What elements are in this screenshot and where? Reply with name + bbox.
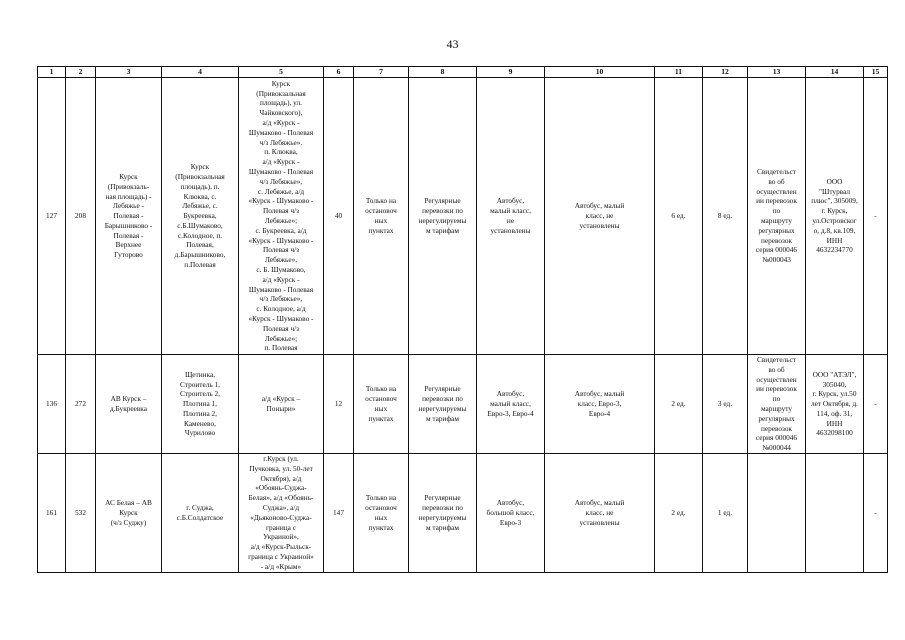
cell-line: Лебяжье», [264, 255, 298, 265]
cell-line: маршруту [760, 404, 792, 413]
column-header: 6 [324, 67, 354, 78]
cell-line: Белая», а/д «Обоянь- [248, 493, 314, 503]
cell-line: Только на [365, 384, 397, 394]
cell-line: установлены [579, 220, 620, 230]
cell-line: нерегулируемы [418, 404, 467, 413]
table-cell [354, 454, 409, 573]
table-cell: - [864, 78, 888, 355]
cell-line: Евро-3 [499, 517, 522, 527]
cell-line: перевозок [760, 235, 793, 245]
cell-line: Автобус, малый [574, 389, 625, 399]
cell-line: с. Букреевка, а/д [255, 225, 307, 235]
cell-line: ч/з Лебяжье». [259, 137, 303, 147]
cell-line: м тарифам [425, 522, 460, 532]
table-cell [409, 78, 477, 355]
cell-line: АС Белая – АВ [105, 498, 152, 508]
table-cell [239, 355, 324, 454]
table-cell: 136 [38, 355, 66, 454]
cell-line: а/д «Курск - [262, 157, 300, 167]
cell-line: а/д «Курск-Рыльск- [250, 542, 312, 552]
cell-line: п. Полевая [264, 343, 298, 353]
cell-line: Курск [271, 78, 291, 88]
table-cell [96, 355, 162, 454]
cell-line: плюс", 305009, [811, 196, 858, 206]
cell-line: Шумаково - Полевая [248, 127, 314, 137]
cell-line: Строитель 2, [180, 389, 220, 399]
cell-line: ч/з Лебяжье», [259, 176, 303, 186]
table-cell: 2 ед. [655, 454, 703, 573]
table-cell: 3 ед. [703, 355, 748, 454]
cell-line: класс, Евро-3, [577, 399, 622, 409]
cell-line: остановоч [365, 206, 397, 216]
column-header: 1 [38, 67, 66, 78]
table-cell: 161 [38, 454, 66, 573]
table-cell: 2 ед. [655, 355, 703, 454]
table-cell [96, 78, 162, 355]
cell-line: Лебяжье, с. [182, 201, 218, 211]
table-cell: 40 [324, 78, 354, 355]
cell-line: г. Курск, [821, 206, 848, 216]
cell-line: д.Букреевка [110, 404, 147, 413]
cell-line: д.Барышниково, [174, 250, 226, 260]
cell-line: нерегулируемы [418, 512, 467, 522]
cell-line: п.Полевая [184, 260, 216, 270]
cell-line: ИНН [826, 235, 843, 245]
column-header: 15 [864, 67, 888, 78]
table-cell: - [864, 355, 888, 454]
cell-line: ООО [826, 176, 843, 186]
cell-line: ИНН [826, 418, 843, 428]
cell-line: Евро-4 [588, 408, 611, 418]
cell-line: Автобус, малый [574, 201, 625, 211]
cell-line: Регулярные [424, 493, 461, 503]
column-header: 4 [162, 67, 239, 78]
cell-line: Регулярные [424, 384, 461, 394]
cell-line: Шумаково - Полевая [248, 167, 314, 177]
table-cell: 147 [324, 454, 354, 573]
table-cell [748, 78, 806, 355]
cell-line: (Привокзаль- [107, 181, 150, 191]
table-cell: 12 [324, 355, 354, 454]
cell-line: маршруту [760, 216, 792, 225]
table-cell: 127 [38, 78, 66, 355]
cell-line: Полевая - [113, 230, 144, 240]
cell-line: регулярных [758, 225, 795, 235]
cell-line: Лебяжье»; [264, 333, 298, 343]
cell-line: Полевая ч/з [262, 323, 300, 333]
column-header: 3 [96, 67, 162, 78]
cell-line: м тарифам [425, 413, 460, 423]
cell-line: Щетинка, [184, 369, 216, 379]
cell-line: Полевая, [186, 240, 214, 250]
cell-line: перевозок [760, 423, 793, 433]
cell-line: Свидетельст [757, 167, 796, 177]
cell-line: ч/з Лебяжье», [259, 294, 303, 304]
cell-line: №000044 [762, 443, 791, 453]
cell-line: площадь), п. [180, 181, 220, 191]
table-row [38, 78, 888, 355]
cell-line: класс, не [585, 211, 614, 221]
cell-line: установлены [490, 225, 531, 235]
cell-line: Свидетельст [757, 355, 796, 365]
cell-line: №000043 [762, 255, 791, 265]
cell-line: (Привокзальная [175, 171, 225, 181]
cell-line: граница с Украиной» [248, 551, 314, 561]
cell-line: «Обоянь-Суджа- [255, 483, 307, 493]
cell-line: осуществлен [756, 374, 797, 384]
table-cell [239, 78, 324, 355]
cell-line: малый класс, [490, 206, 531, 216]
cell-line: пунктах [368, 522, 394, 532]
cell-line: класс, не [585, 507, 614, 517]
table-cell [354, 355, 409, 454]
column-header: 14 [806, 67, 864, 78]
table-cell [162, 78, 239, 355]
cell-line: площадь), ул. [260, 98, 302, 108]
cell-line: АВ Курск – [110, 394, 147, 404]
cell-line: Октября), а/д [260, 473, 302, 483]
cell-line: Пучковка, ул. 50-лет [249, 463, 313, 473]
column-header: 5 [239, 67, 324, 78]
header-row [38, 67, 888, 78]
cell-line: «Курск - Шумаково - [248, 313, 314, 323]
cell-line: Чайковского), [259, 108, 303, 118]
cell-line: нерегулируемы [418, 216, 467, 225]
table-cell [477, 78, 545, 355]
table-cell [162, 454, 239, 573]
cell-line: с.Б.Солдатское [176, 512, 224, 522]
cell-line: перевозки по [422, 502, 463, 512]
table-cell [477, 355, 545, 454]
cell-line: Полевая ч/з [262, 245, 300, 255]
cell-line: с.Колодное, п. [177, 230, 223, 240]
cell-line: Курск [190, 162, 210, 172]
cell-line: Курск [119, 507, 138, 517]
cell-line: Только на [365, 493, 397, 503]
cell-line: «Курск - Шумаково - [248, 196, 314, 206]
table-cell: 272 [66, 355, 96, 454]
cell-line: а/д «Курск - [262, 118, 300, 128]
column-header: 8 [409, 67, 477, 78]
cell-line: с. Б. Шумаково, [256, 264, 306, 274]
table-cell [96, 454, 162, 573]
cell-line: Украиной», [263, 532, 299, 542]
cell-line: ии перевозок [756, 196, 797, 206]
cell-line: пунктах [368, 413, 394, 423]
cell-line: остановоч [365, 394, 397, 404]
cell-line: «Дьяконово-Суджа- [250, 512, 312, 522]
cell-line: перевозки по [422, 206, 463, 216]
cell-line: граница с [266, 522, 296, 532]
cell-line: Автобус, [496, 196, 525, 206]
page-number: 43 [446, 37, 459, 51]
column-header: 7 [354, 67, 409, 78]
cell-line: (Привокзальная [256, 88, 306, 98]
column-header: 2 [66, 67, 96, 78]
table-cell [748, 355, 806, 454]
column-header: 11 [655, 67, 703, 78]
cell-line: Суджа», а/д [262, 502, 300, 512]
cell-line: Автобус, [496, 498, 525, 508]
cell-line: ул.Островског [812, 216, 857, 225]
cell-line: Барышниково - [104, 220, 153, 230]
table-cell [545, 454, 655, 573]
table-cell [409, 454, 477, 573]
table-cell: 532 [66, 454, 96, 573]
table-cell [806, 355, 864, 454]
route-registry-table [37, 66, 888, 573]
cell-line: перевозки по [422, 394, 463, 404]
cell-line: Автобус, малый [574, 498, 625, 508]
table-cell [806, 454, 864, 573]
cell-line: Плотина 1, [183, 399, 217, 409]
cell-line: Шумаково - Полевая [248, 284, 314, 294]
table-row [38, 454, 888, 573]
cell-line: Лебяжье - [113, 201, 144, 211]
cell-line: пунктах [368, 225, 394, 235]
cell-line: с. Лебяжье, а/д [257, 186, 305, 196]
cell-line: ных [374, 216, 388, 225]
cell-line: не [506, 216, 515, 225]
cell-line: остановоч [365, 502, 397, 512]
cell-line: Букреевка, [183, 211, 217, 221]
cell-line: 4632234770 [816, 245, 853, 255]
cell-line: Строитель 1, [180, 379, 220, 389]
cell-line: Клюква, с. [183, 191, 217, 201]
cell-line: 114, оф. 31, [816, 408, 853, 418]
table-cell [409, 355, 477, 454]
cell-line: лет Октября, д. [811, 399, 858, 409]
column-header: 9 [477, 67, 545, 78]
cell-line: ная площадь) - [105, 191, 152, 201]
table-cell: - [864, 454, 888, 573]
cell-line: Евро-3, Евро-4 [487, 408, 534, 418]
cell-line: во об [768, 364, 785, 374]
table-cell [545, 355, 655, 454]
cell-line: осуществлен [756, 186, 797, 196]
cell-line: 305040, [822, 379, 847, 389]
cell-line: с. Колодное, а/д [256, 304, 306, 314]
table-cell [806, 78, 864, 355]
cell-line: малый класс, [490, 399, 531, 409]
table-cell [477, 454, 545, 573]
cell-line: во об [768, 176, 785, 186]
cell-line: Полевая - [113, 211, 144, 221]
table-cell [545, 78, 655, 355]
cell-line: регулярных [758, 413, 795, 423]
cell-line: по [772, 206, 781, 216]
cell-line: Полевая ч/з [262, 206, 300, 216]
cell-line: Только на [365, 196, 397, 206]
cell-line: серия 000046 [755, 245, 798, 255]
cell-line: «Курск - Шумаково - [248, 235, 314, 245]
table-cell [354, 78, 409, 355]
table-cell: 1 ед. [703, 454, 748, 573]
cell-line: Каменево, [184, 418, 216, 428]
cell-line: п. Клюква, [264, 147, 298, 157]
cell-line: 4632098100 [816, 428, 853, 438]
cell-line: Гуторово [114, 250, 143, 260]
cell-line: "Штурвал [818, 186, 851, 196]
cell-line: ии перевозок [756, 384, 797, 394]
cell-line: а/д «Курск - [262, 274, 300, 284]
cell-line: Лебяжье»; [264, 216, 298, 225]
cell-line: (ч/з Суджу) [110, 517, 147, 527]
cell-line: ных [374, 512, 388, 522]
cell-line: Автобус, [496, 389, 525, 399]
table-cell: 6 ед. [655, 78, 703, 355]
cell-line: Чурилово [184, 428, 216, 438]
cell-line: г. Курск, ул.50 [812, 389, 857, 399]
column-header: 12 [703, 67, 748, 78]
column-header: 10 [545, 67, 655, 78]
cell-line: г.Курск (ул. [263, 454, 299, 463]
cell-line: большой класс, [486, 507, 535, 517]
cell-line: с.Б.Шумаково, [177, 220, 223, 230]
cell-line: о, д.8, кв.109, [813, 225, 856, 235]
column-header: 13 [748, 67, 806, 78]
cell-line: установлены [579, 517, 620, 527]
table-cell [162, 355, 239, 454]
cell-line: по [772, 394, 781, 404]
cell-line: Плотина 2, [183, 408, 217, 418]
cell-line: а/д «Курск – [261, 394, 301, 404]
cell-line: Регулярные [424, 196, 461, 206]
table-row [38, 355, 888, 454]
cell-line: ООО "АТЭЛ", [812, 369, 857, 379]
table-cell [239, 454, 324, 573]
cell-line: ных [374, 404, 388, 413]
cell-line: Поныри» [266, 404, 296, 413]
cell-line: г. Суджа, [186, 502, 214, 512]
table-cell [748, 454, 806, 573]
cell-line: м тарифам [425, 225, 460, 235]
table-cell: 8 ед. [703, 78, 748, 355]
cell-line: Курск [119, 171, 138, 181]
cell-line: Верхнее [115, 240, 142, 250]
table-cell: 208 [66, 78, 96, 355]
cell-line: - а/д «Крым» [260, 561, 302, 571]
cell-line: серия 000046 [755, 433, 798, 443]
